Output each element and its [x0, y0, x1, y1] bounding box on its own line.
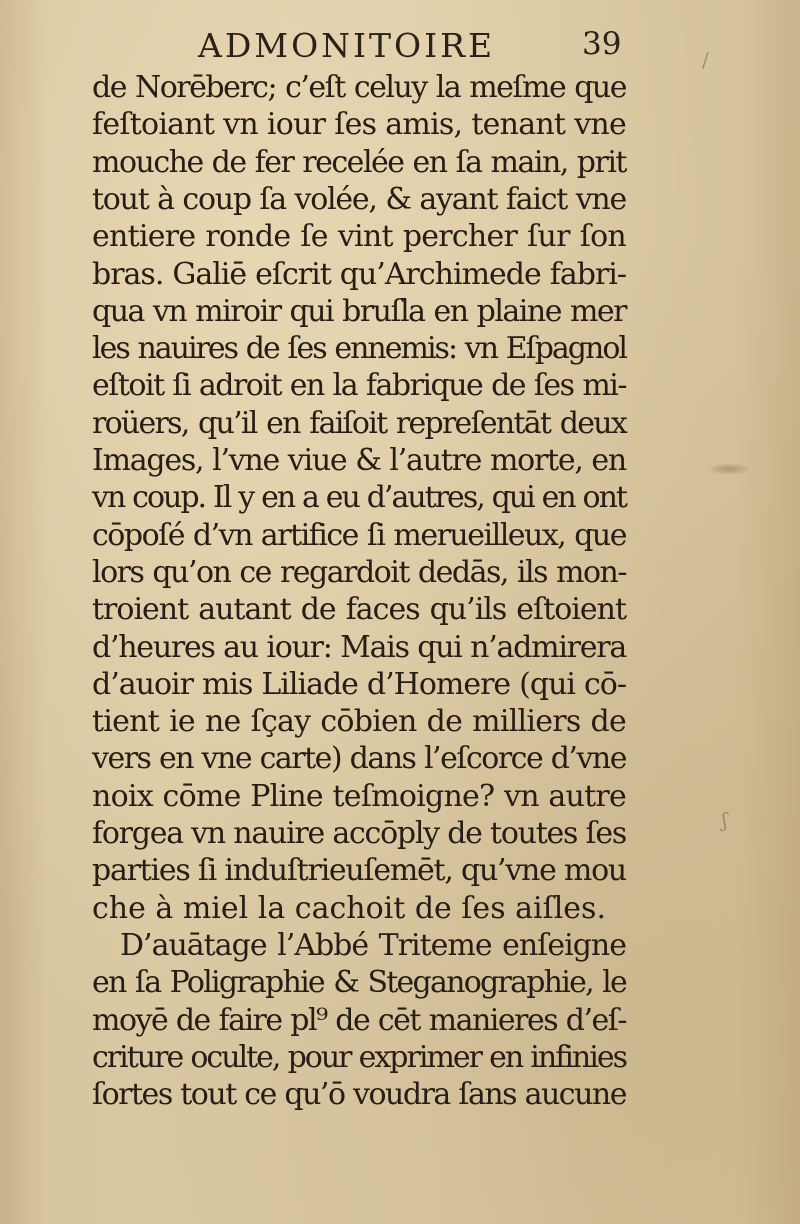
- text-line: entiere ronde ſe vint percher ſur ſon: [92, 219, 626, 255]
- text-line: feſtoiant vn iour ſes amis, tenant vne: [92, 107, 626, 143]
- ink-smudge: [706, 463, 752, 475]
- text-line: roüers, qu’il en faiſoit repreſentāt deux: [92, 405, 626, 441]
- text-line: cōpoſé d’vn artifice ſi merueilleux, que: [92, 517, 626, 553]
- text-line: parties ſi induſtrieuſemēt, qu’vne mou: [92, 853, 626, 889]
- text-line: criture oculte, pour exprimer en infinies: [92, 1039, 626, 1075]
- text-line: D’auātage l’Abbé Triteme enſeigne: [120, 927, 626, 963]
- text-line: de Norēberc; c’eſt celuy la meſme que: [92, 70, 626, 105]
- paper-mark: /: [702, 48, 709, 72]
- text-line: moyē de faire pl⁹ de cēt manieres d’eſ-: [92, 1002, 626, 1038]
- text-line: qua vn miroir qui bruſla en plaine mer: [92, 293, 626, 329]
- running-title: ADMONITOIRE: [198, 26, 496, 65]
- text-line: d’heures au iour: Mais qui n’admirera: [92, 629, 626, 665]
- text-line: vn coup. Il y en a eu d’autres, qui en ont: [92, 480, 626, 516]
- text-line: ſortes tout ce qu’ō voudra ſans aucune: [92, 1077, 626, 1113]
- text-line: eſtoit ſi adroit en la fabrique de ſes mi-: [92, 368, 626, 404]
- paper-mark: ʃ: [722, 808, 728, 832]
- text-line: lors qu’on ce regardoit dedās, ils mon-: [92, 554, 626, 590]
- text-line: Images, l’vne viue & l’autre morte, en: [92, 443, 626, 478]
- text-line: mouche de fer recelée en ſa main, prit: [92, 144, 626, 180]
- text-line: noix cōme Pline teſmoigne? vn autre: [92, 778, 626, 814]
- text-line: les nauires de ſes ennemis: vn Eſpagnol: [92, 331, 626, 367]
- text-line: che à miel la cachoit de ſes aiſles.: [92, 890, 606, 926]
- page-header: [0, 18, 800, 74]
- text-line: d’auoir mis Liliade d’Homere (qui cō-: [92, 666, 626, 702]
- text-line: forgea vn nauire accōply de toutes ſes: [92, 816, 626, 851]
- text-line: bras. Galiē eſcrit qu’Archimede fabri-: [92, 256, 626, 292]
- page-number: 39: [582, 26, 622, 62]
- text-line: troient autant de faces qu’ils eſtoient: [92, 592, 626, 628]
- text-line: en ſa Poligraphie & Steganographie, le: [92, 965, 626, 1001]
- text-line: vers en vne carte) dans l’eſcorce d’vne: [92, 741, 626, 777]
- text-line: tout à coup ſa volée, & ayant faict vne: [92, 181, 626, 217]
- text-line: tient ie ne ſçay cōbien de milliers de: [92, 704, 626, 740]
